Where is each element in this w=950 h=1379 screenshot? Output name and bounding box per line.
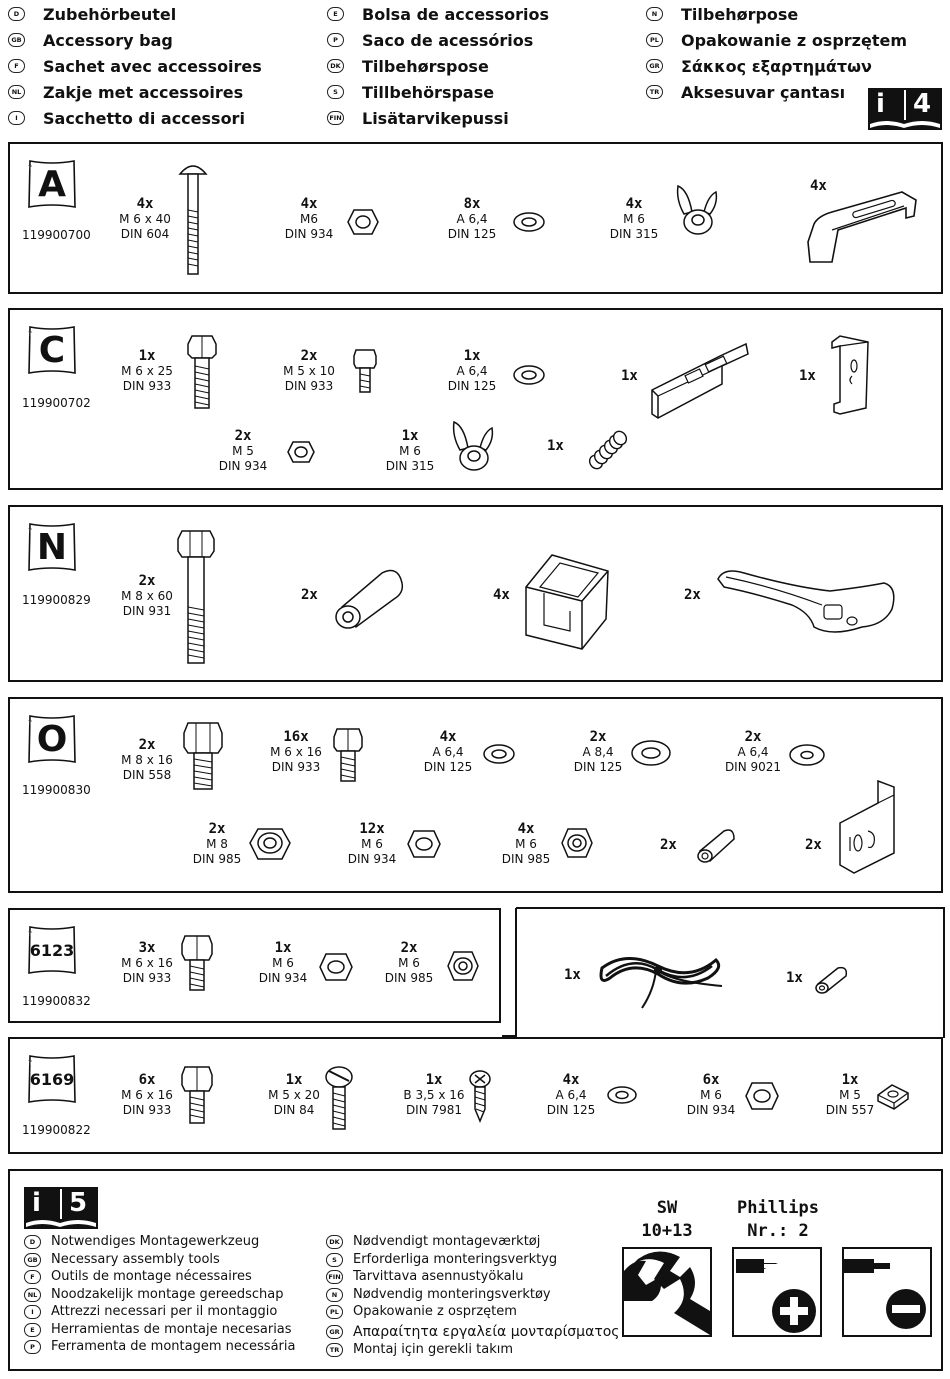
hex-nut-icon (346, 208, 380, 236)
header-lang-p: P Saco de acessórios (327, 29, 533, 51)
item-spring-qty: 1x (547, 438, 564, 454)
square-nut-icon (876, 1083, 910, 1111)
item-nut-m5: 2x M 5 DIN 934 (218, 428, 268, 473)
bag-a-icon: ϒ A (26, 158, 78, 210)
item-sleeve-qty: 2x (660, 837, 677, 853)
wing-nut-icon (450, 418, 496, 474)
item-nut-m6: 1x M 6 DIN 934 (258, 940, 308, 985)
item-hex-bolt-m8x16: 2x M 8 x 16 DIN 558 (121, 737, 173, 782)
angle-bracket-icon (826, 332, 872, 418)
bag-a-panel (8, 142, 943, 294)
bag-6123-panel (8, 908, 501, 1023)
part-number: 119900702 (22, 396, 91, 410)
hex-bolt-long-icon (176, 529, 216, 665)
washer-icon (788, 743, 826, 767)
block-clip-icon (522, 551, 612, 651)
book-info-icon: i 5 (24, 1187, 98, 1229)
header-lang-de: D Zubehörbeutel (8, 3, 176, 25)
tools-lang-dk: DK Nødvendigt montageværktøj (326, 1233, 540, 1250)
item-channel-qty: 1x (621, 368, 638, 384)
washer-icon (630, 739, 672, 767)
bag-n-icon: ϒ N (26, 521, 78, 573)
header-lang-s: S Tillbehörspase (327, 81, 494, 103)
header-lang-n: N Tilbehørpose (646, 3, 798, 25)
item-locknut-m8: 2x M 8 DIN 985 (192, 821, 242, 866)
hex-nut-icon (286, 440, 316, 464)
tools-lang-i: I Attrezzi necessari per il montaggio (24, 1303, 277, 1320)
spacer-sleeve-icon (332, 567, 404, 631)
header-lang-i: I Sacchetto di accessori (8, 107, 245, 129)
item-clip-qty: 4x (493, 587, 510, 603)
item-wing-nut: 4x M 6 DIN 315 (609, 196, 659, 241)
wrench-icon (624, 1249, 710, 1335)
item-angle-bracket-qty: 1x (799, 368, 816, 384)
item-slotted-screw: 1x M 5 x 20 DIN 84 (268, 1072, 320, 1117)
part-number: 119900700 (22, 228, 91, 242)
lock-nut-icon (446, 950, 480, 982)
item-cord-qty: 1x (564, 967, 581, 983)
header-lang-f: F Sachet avec accessoires (8, 55, 262, 77)
item-carriage-bolt: 4x M 6 x 40 DIN 604 (119, 196, 171, 241)
hex-nut-icon (406, 829, 442, 859)
item-nut-m6: 12x M 6 DIN 934 (347, 821, 397, 866)
tools-lang-gb: GB Necessary assembly tools (24, 1251, 220, 1268)
svg-text:ϒ: ϒ (28, 331, 33, 338)
item-wing-nut: 1x M 6 DIN 315 (385, 428, 435, 473)
lock-nut-icon (560, 827, 594, 859)
plate-bracket-icon (836, 777, 898, 875)
item-washer: 1x A 6,4 DIN 125 (447, 348, 497, 393)
header-lang-gr: GR Σάκκος εξαρτημάτων (646, 55, 872, 77)
hex-bolt-small-icon (352, 348, 378, 394)
spacer-sleeve-icon (696, 825, 736, 865)
slotted-screw-icon (324, 1065, 354, 1131)
item-bracket-qty: 4x (810, 178, 827, 194)
tools-lang-d: D Notwendiges Montagewerkzeug (24, 1233, 259, 1250)
washer-icon (482, 743, 516, 765)
item-hex-bolt-m6x25: 1x M 6 x 25 DIN 933 (121, 348, 173, 393)
washer-icon (606, 1085, 638, 1105)
tools-lang-gr: GR Απαραίτητα εργαλεία μονταρίσματος (326, 1323, 620, 1340)
item-hex-bolt-m6x16: 16x M 6 x 16 DIN 933 (270, 729, 322, 774)
hex-bolt-icon (186, 334, 218, 410)
flat-screwdriver-icon (844, 1249, 930, 1335)
part-number: 119900829 (22, 593, 91, 607)
svg-text:ϒ: ϒ (28, 1060, 33, 1067)
hex-bolt-icon (182, 721, 224, 791)
hex-nut-icon (744, 1081, 780, 1111)
lock-nut-icon (248, 825, 292, 863)
spring-icon (584, 426, 630, 472)
item-tapping-screw: 1x B 3,5 x 16 DIN 7981 (403, 1072, 465, 1117)
item-nut-m6: 6x M 6 DIN 934 (686, 1072, 736, 1117)
bag-6169-panel (8, 1037, 943, 1154)
part-number: 119900832 (22, 994, 91, 1008)
washer-icon (512, 211, 546, 233)
item-hex-nut: 4x M6 DIN 934 (284, 196, 334, 241)
bag-6123-icon: ϒ 6123 (26, 924, 78, 976)
tools-lang-e: E Herramientas de montaje necesarias (24, 1321, 292, 1338)
tools-lang-p: P Ferramenta de montagem necessária (24, 1338, 295, 1355)
svg-text:ϒ: ϒ (28, 528, 33, 535)
wrench-tool-box (622, 1247, 712, 1337)
tools-lang-n: N Nødvendig monteringsverktøy (326, 1286, 551, 1303)
flat-screwdriver-tool-box (842, 1247, 932, 1337)
bag-n-panel (8, 505, 943, 682)
item-locknut-m6: 2x M 6 DIN 985 (384, 940, 434, 985)
washer-icon (512, 364, 546, 386)
wing-nut-icon (674, 182, 720, 238)
tools-lang-fin: FIN Tarvittava asennustyökalu (326, 1268, 523, 1285)
bag-o-icon: ϒ O (26, 713, 78, 765)
svg-text:ϒ: ϒ (28, 165, 33, 172)
bag-c-icon: ϒ C (26, 324, 78, 376)
item-hex-bolt-m8x60: 2x M 8 x 60 DIN 931 (121, 573, 173, 618)
item-sleeve-qty: 2x (301, 587, 318, 603)
hex-nut-icon (318, 952, 354, 982)
phillips-size-label: Phillips Nr.: 2 (737, 1198, 819, 1241)
header-lang-pl: PL Opakowanie z osprzętem (646, 29, 907, 51)
bag-6169-icon: ϒ 6169 (26, 1053, 78, 1105)
header-lang-tr: TR Aksesuvar çantası (646, 81, 845, 103)
book-info-icon: i 4 (868, 88, 942, 130)
part-number: 119900822 (22, 1123, 91, 1137)
tools-lang-pl: PL Opakowanie z osprzętem (326, 1303, 517, 1320)
bag-c-panel (8, 308, 943, 490)
item-hex-bolt-m6x16: 3x M 6 x 16 DIN 933 (121, 940, 173, 985)
item-washer: 4x A 6,4 DIN 125 (546, 1072, 596, 1117)
item-washer-a84: 2x A 8,4 DIN 125 (573, 729, 623, 774)
header-lang-dk: DK Tilbehørspose (327, 55, 489, 77)
phillips-screwdriver-icon (734, 1249, 820, 1335)
item-small-sleeve-qty: 1x (786, 970, 803, 986)
spacer-sleeve-icon (814, 964, 850, 994)
tools-panel (8, 1169, 943, 1371)
header-lang-fin: FIN Lisätarvikepussi (327, 107, 509, 129)
tools-lang-f: F Outils de montage nécessaires (24, 1268, 252, 1285)
channel-slider-icon (650, 340, 750, 426)
item-locknut-m6: 4x M 6 DIN 985 (501, 821, 551, 866)
part-number: 119900830 (22, 783, 91, 797)
tools-lang-nl: NL Noodzakelijk montage gereedschap (24, 1286, 283, 1303)
item-square-nut: 1x M 5 DIN 557 (825, 1072, 875, 1117)
item-plate-bracket-qty: 2x (805, 837, 822, 853)
lever-handle-icon (714, 565, 896, 645)
hex-bolt-icon (180, 934, 214, 992)
item-washer-a64: 4x A 6,4 DIN 125 (423, 729, 473, 774)
phillips-tool-box (732, 1247, 822, 1337)
clamp-bracket-icon (802, 182, 920, 268)
item-washer: 8x A 6,4 DIN 125 (447, 196, 497, 241)
hex-bolt-icon (332, 727, 364, 783)
item-lever-qty: 2x (684, 587, 701, 603)
bag-o-panel (8, 697, 943, 893)
header-lang-nl: NL Zakje met accessoires (8, 81, 243, 103)
carriage-bolt-icon (178, 160, 208, 276)
item-hex-bolt-m5x10: 2x M 5 x 10 DIN 933 (283, 348, 335, 393)
header (0, 0, 950, 135)
header-lang-gb: GB Accessory bag (8, 29, 173, 51)
item-washer-din9021: 2x A 6,4 DIN 9021 (724, 729, 782, 774)
wrench-size-label: SW 10+13 (641, 1198, 693, 1241)
hex-bolt-icon (180, 1065, 214, 1125)
svg-text:ϒ: ϒ (28, 931, 33, 938)
header-lang-e: E Bolsa de accessorios (327, 3, 549, 25)
tools-lang-tr: TR Montaj için gerekli takım (326, 1341, 513, 1358)
tapping-screw-icon (468, 1069, 492, 1123)
item-hex-bolt-m6x16: 6x M 6 x 16 DIN 933 (121, 1072, 173, 1117)
cable-tie-cord-icon (596, 946, 726, 1014)
tools-lang-s: S Erforderliga monteringsverktyg (326, 1251, 557, 1268)
svg-text:ϒ: ϒ (28, 720, 33, 727)
